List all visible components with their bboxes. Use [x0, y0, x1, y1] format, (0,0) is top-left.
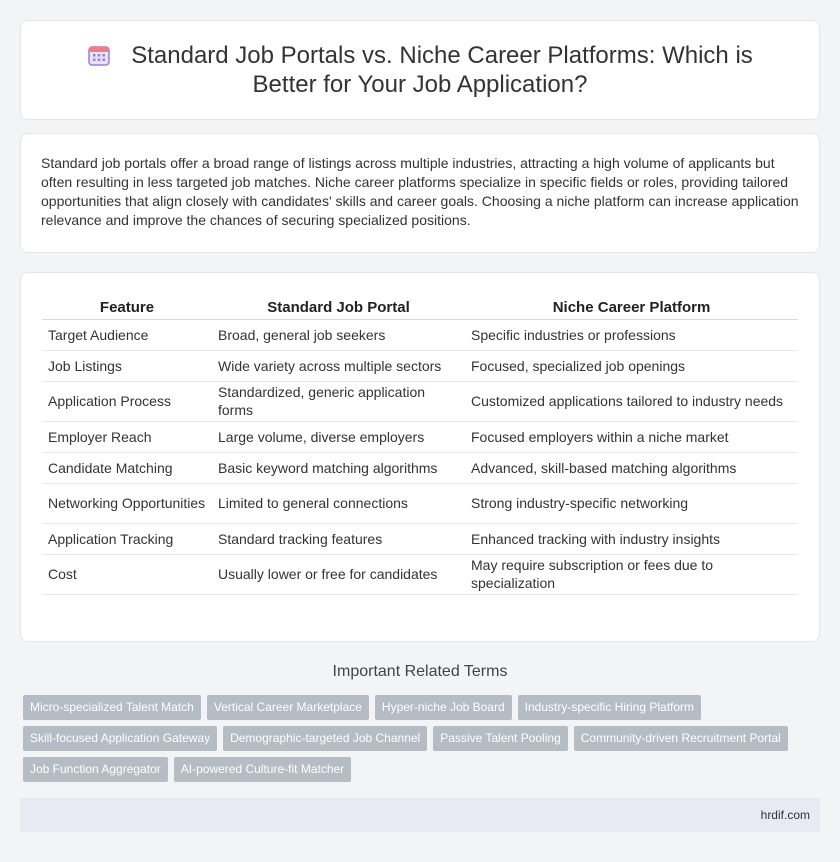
cell-feature: Cost	[42, 554, 212, 594]
cell-feature: Application Tracking	[42, 523, 212, 554]
table-row	[42, 319, 798, 350]
cell-feature: Candidate Matching	[42, 452, 212, 483]
cell-feature: Networking Opportunities	[42, 483, 212, 523]
related-tag[interactable]: Skill-focused Application Gateway	[23, 726, 217, 751]
related-terms-tags	[23, 695, 813, 782]
related-tag[interactable]: Passive Talent Pooling	[433, 726, 568, 751]
cell-standard: Broad, general job seekers	[212, 319, 465, 350]
cell-standard: Basic keyword matching algorithms	[212, 452, 465, 483]
title-card	[20, 20, 820, 120]
cell-standard: Standardized, generic application forms	[212, 381, 465, 421]
related-tag[interactable]: Community-driven Recruitment Portal	[574, 726, 788, 751]
cell-standard: Large volume, diverse employers	[212, 421, 465, 452]
cell-standard: Standard tracking features	[212, 523, 465, 554]
cell-niche: Focused employers within a niche market	[465, 421, 798, 452]
table-row	[42, 483, 798, 523]
related-tag[interactable]: AI-powered Culture-fit Matcher	[174, 757, 351, 782]
table-header-row	[42, 295, 798, 319]
cell-standard: Limited to general connections	[212, 483, 465, 523]
cell-niche: Advanced, skill-based matching algorithms	[465, 452, 798, 483]
cell-niche: Specific industries or professions	[465, 319, 798, 350]
calendar-icon	[87, 43, 111, 67]
related-tag[interactable]: Hyper-niche Job Board	[375, 695, 512, 720]
footer	[20, 798, 820, 832]
cell-niche: Focused, specialized job openings	[465, 350, 798, 381]
cell-feature: Employer Reach	[42, 421, 212, 452]
related-tag[interactable]: Job Function Aggregator	[23, 757, 168, 782]
comparison-table	[42, 295, 798, 595]
related-tag[interactable]: Vertical Career Marketplace	[207, 695, 369, 720]
cell-standard: Usually lower or free for candidates	[212, 554, 465, 594]
cell-feature: Application Process	[42, 381, 212, 421]
header-standard: Standard Job Portal	[212, 295, 465, 319]
cell-niche: Customized applications tailored to industry needs	[465, 381, 798, 421]
cell-niche: May require subscription or fees due to specialization	[465, 554, 798, 594]
cell-standard: Wide variety across multiple sectors	[212, 350, 465, 381]
page-title-text: Standard Job Portals vs. Niche Career Platforms: Which is Better for Your Job Application?	[131, 42, 753, 98]
table-row	[42, 554, 798, 594]
cell-feature: Job Listings	[42, 350, 212, 381]
table-row	[42, 350, 798, 381]
header-feature: Feature	[42, 295, 212, 319]
cell-feature: Target Audience	[42, 319, 212, 350]
related-tag[interactable]: Micro-specialized Talent Match	[23, 695, 201, 720]
footer-site[interactable]: hrdif.com	[760, 808, 810, 822]
table-row	[42, 452, 798, 483]
cell-niche: Strong industry-specific networking	[465, 483, 798, 523]
table-row	[42, 523, 798, 554]
header-niche: Niche Career Platform	[465, 295, 798, 319]
table-row	[42, 421, 798, 452]
cell-niche: Enhanced tracking with industry insights	[465, 523, 798, 554]
table-row	[42, 381, 798, 421]
related-tag[interactable]: Industry-specific Hiring Platform	[518, 695, 701, 720]
page-title	[61, 41, 779, 99]
intro-card	[20, 133, 820, 253]
comparison-card	[20, 272, 820, 642]
title-wrap	[21, 21, 819, 119]
related-tag[interactable]: Demographic-targeted Job Channel	[223, 726, 427, 751]
intro-text: Standard job portals offer a broad range of listings across multiple industries, attracting a high volume of applicants but often resulting in less targeted job matches. Niche career platforms specialize in specific fields or roles, providing tailored opportunities that align closely with candidates' skills and career goals. Choosing a niche platform can increase application relevance and improve the chances of securing specialized positions.	[41, 155, 799, 228]
related-terms-title: Important Related Terms	[332, 663, 508, 680]
